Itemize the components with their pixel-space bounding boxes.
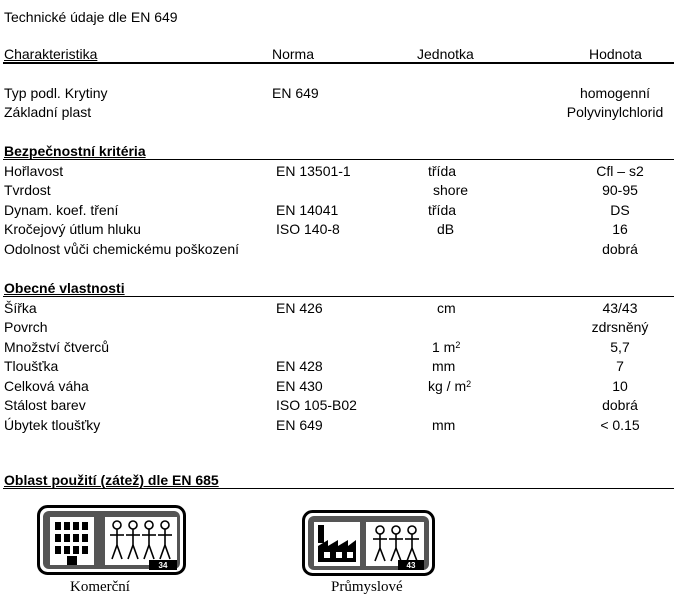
row-unit: dB (437, 221, 455, 237)
row-name: Tloušťka (4, 358, 59, 374)
row-name: Dynam. koef. tření (4, 202, 119, 218)
row-name: Základní plast (4, 104, 92, 120)
header-rule (3, 62, 674, 64)
row-name: Hořlavost (4, 163, 64, 179)
header-value: Hodnota (589, 46, 642, 62)
section-rule (3, 159, 674, 160)
row-name: Úbytek tloušťky (4, 417, 101, 433)
row-value: 90-95 (602, 182, 638, 198)
row-norm: EN 13501-1 (276, 163, 351, 179)
row-value: Cfl – s2 (596, 163, 644, 179)
row-norm: EN 430 (276, 378, 323, 394)
row-value: Polyvinylchlorid (566, 104, 664, 120)
commercial-building-icon (37, 505, 186, 575)
row-unit: třída (428, 163, 457, 179)
header-norm: Norma (272, 46, 315, 62)
usage-label-commercial: Komerční (70, 579, 130, 595)
section-rule (3, 296, 674, 297)
section-heading-general: Obecné vlastnosti (4, 280, 125, 296)
row-norm: EN 426 (276, 300, 323, 316)
row-name: Kročejový útlum hluku (4, 221, 141, 237)
row-value: 7 (616, 358, 624, 374)
row-name: Typ podl. Krytiny (4, 85, 108, 101)
class-number-industrial: 43 (406, 561, 416, 570)
header-characteristic: Charakteristika (4, 46, 98, 62)
header-unit: Jednotka (417, 46, 474, 62)
row-name: Množství čtverců (4, 339, 110, 355)
row-value: DS (610, 202, 630, 218)
row-unit (432, 338, 460, 356)
unit-text: kg / m (428, 378, 467, 394)
row-name: Stálost barev (4, 397, 86, 413)
row-value: dobrá (602, 397, 638, 413)
row-value: 43/43 (602, 300, 638, 316)
usage-label-industrial: Průmyslové (331, 579, 403, 595)
row-unit (428, 377, 471, 395)
row-name: Celková váha (4, 378, 89, 394)
row-norm: EN 649 (272, 85, 319, 101)
row-norm: ISO 140-8 (276, 221, 340, 237)
class-number-commercial: 34 (158, 561, 168, 570)
row-value: 16 (612, 221, 628, 237)
row-unit: třída (428, 202, 457, 218)
row-norm: EN 14041 (276, 202, 339, 218)
row-value: dobrá (602, 241, 638, 257)
row-value: 5,7 (610, 339, 630, 355)
row-name: Odolnost vůči chemickému poškození (4, 241, 239, 257)
row-value: < 0.15 (600, 417, 640, 433)
row-name: Povrch (4, 319, 48, 335)
row-unit: mm (432, 417, 456, 433)
unit-superscript: 2 (466, 379, 472, 389)
page-title: Technické údaje dle EN 649 (4, 9, 178, 25)
unit-text: 1 m (432, 339, 456, 355)
row-value: homogenní (579, 85, 651, 101)
row-norm: EN 428 (276, 358, 323, 374)
row-unit: shore (433, 182, 469, 198)
row-norm: ISO 105-B02 (276, 397, 357, 413)
unit-superscript: 2 (455, 340, 461, 350)
industrial-factory-icon (302, 510, 435, 576)
row-name: Tvrdost (4, 182, 51, 198)
section-heading-safety: Bezpečnostní kritéria (4, 143, 146, 159)
section-heading-usage: Oblast použití (zátež) dle EN 685 (4, 472, 219, 488)
row-value: zdrsněný (591, 319, 649, 335)
row-unit: cm (437, 300, 456, 316)
row-unit: mm (432, 358, 456, 374)
row-value: 10 (612, 378, 628, 394)
section-rule (3, 488, 674, 489)
row-norm: EN 649 (276, 417, 323, 433)
row-name: Šířka (4, 300, 37, 316)
